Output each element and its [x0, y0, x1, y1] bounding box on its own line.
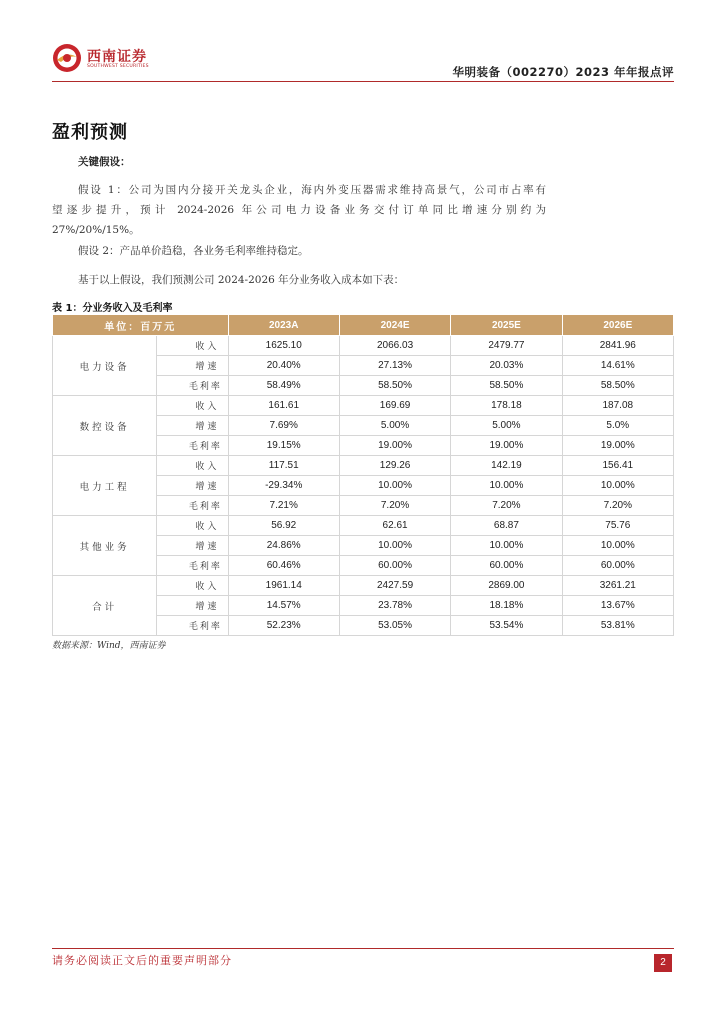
table-cell: 2479.77: [451, 336, 562, 356]
unit-header: 单位：百万元: [53, 315, 229, 336]
assumption-2-paragraph: 假设 2：产品单价趋稳，各业务毛利率维持稳定。: [78, 245, 309, 257]
table-cell: 10.00%: [339, 536, 450, 556]
logo-icon: [52, 43, 82, 73]
assumption-1-paragraph: [52, 180, 546, 240]
logo-chinese-name: 西南证券: [87, 49, 147, 65]
table-cell: 75.76: [562, 516, 673, 536]
table-cell: 27.13%: [339, 356, 450, 376]
metric-label: 收入: [157, 336, 228, 356]
table-cell: 20.40%: [228, 356, 339, 376]
metric-label: 毛利率: [157, 556, 228, 576]
metric-label: 收入: [157, 456, 228, 476]
table-cell: 58.49%: [228, 376, 339, 396]
page-number: 2: [654, 954, 672, 972]
table-title: 表 1：分业务收入及毛利率: [52, 303, 173, 314]
table-cell: 13.67%: [562, 596, 673, 616]
table-cell: 1625.10: [228, 336, 339, 356]
footer-disclaimer: 请务必阅读正文后的重要声明部分: [52, 954, 232, 967]
table-cell: 2869.00: [451, 576, 562, 596]
metric-label: 增速: [157, 536, 228, 556]
table-cell: 5.00%: [451, 416, 562, 436]
table-cell: 24.86%: [228, 536, 339, 556]
metric-label: 毛利率: [157, 376, 228, 396]
table-cell: 68.87: [451, 516, 562, 536]
table-cell: -29.34%: [228, 476, 339, 496]
table-cell: 161.61: [228, 396, 339, 416]
group-name-total: 合计: [53, 576, 157, 636]
metric-label: 毛利率: [157, 616, 228, 636]
table-cell: 129.26: [339, 456, 450, 476]
assumption-1-line-3: 27%/20%/15%。: [52, 224, 140, 236]
group-name-other-business: 其他业务: [53, 516, 157, 576]
table-cell: 7.21%: [228, 496, 339, 516]
assumption-1-line-2: 望逐步提升，预计 2024-2026 年公司电力设备业务交付订单同比增速分别约为: [52, 204, 546, 216]
table-cell: 23.78%: [339, 596, 450, 616]
group-name-power-equipment: 电力设备: [53, 336, 157, 396]
revenue-margin-table: [52, 314, 674, 636]
table-cell: 2427.59: [339, 576, 450, 596]
company-logo: [52, 40, 162, 76]
table-cell: 53.81%: [562, 616, 673, 636]
table-cell: 169.69: [339, 396, 450, 416]
group-name-cnc-equipment: 数控设备: [53, 396, 157, 456]
section-title: 盈利预测: [52, 122, 128, 143]
table-cell: 10.00%: [562, 476, 673, 496]
table-cell: 142.19: [451, 456, 562, 476]
table-cell: 10.00%: [562, 536, 673, 556]
metric-label: 收入: [157, 396, 228, 416]
table-cell: 156.41: [562, 456, 673, 476]
table-row: [53, 456, 674, 476]
table-cell: 53.05%: [339, 616, 450, 636]
table-cell: 14.57%: [228, 596, 339, 616]
assumption-1-line-1: 假设 1：公司为国内分接开关龙头企业，海内外变压器需求维持高景气，公司市占率有: [78, 184, 546, 196]
year-header-2024E: 2024E: [339, 315, 450, 336]
table-cell: 7.20%: [339, 496, 450, 516]
table-cell: 117.51: [228, 456, 339, 476]
data-source-note: 数据来源：Wind，西南证券: [52, 641, 166, 651]
table-cell: 7.20%: [451, 496, 562, 516]
metric-label: 增速: [157, 356, 228, 376]
table-cell: 10.00%: [451, 476, 562, 496]
table-cell: 60.46%: [228, 556, 339, 576]
table-cell: 58.50%: [451, 376, 562, 396]
table-cell: 53.54%: [451, 616, 562, 636]
key-assumptions-heading: 关键假设：: [78, 156, 131, 168]
table-cell: 60.00%: [451, 556, 562, 576]
table-cell: 60.00%: [562, 556, 673, 576]
year-header-2023A: 2023A: [228, 315, 339, 336]
metric-label: 增速: [157, 476, 228, 496]
table-cell: 56.92: [228, 516, 339, 536]
table-cell: 2841.96: [562, 336, 673, 356]
table-cell: 5.0%: [562, 416, 673, 436]
table-cell: 10.00%: [339, 476, 450, 496]
table-cell: 14.61%: [562, 356, 673, 376]
table-cell: 3261.21: [562, 576, 673, 596]
table-cell: 60.00%: [339, 556, 450, 576]
year-header-2025E: 2025E: [451, 315, 562, 336]
table-row: [53, 396, 674, 416]
metric-label: 毛利率: [157, 436, 228, 456]
forecast-basis-paragraph: 基于以上假设，我们预测公司 2024-2026 年分业务收入成本如下表：: [78, 274, 405, 286]
table-header-row: [53, 315, 674, 336]
table-cell: 178.18: [451, 396, 562, 416]
metric-label: 收入: [157, 576, 228, 596]
table-row: [53, 576, 674, 596]
metric-label: 毛利率: [157, 496, 228, 516]
table-cell: 19.00%: [339, 436, 450, 456]
metric-label: 增速: [157, 596, 228, 616]
table-cell: 187.08: [562, 396, 673, 416]
table-cell: 2066.03: [339, 336, 450, 356]
table-cell: 19.00%: [451, 436, 562, 456]
table-cell: 20.03%: [451, 356, 562, 376]
table-cell: 5.00%: [339, 416, 450, 436]
table-cell: 10.00%: [451, 536, 562, 556]
table-cell: 7.69%: [228, 416, 339, 436]
group-name-power-engineering: 电力工程: [53, 456, 157, 516]
table-cell: 18.18%: [451, 596, 562, 616]
logo-english-name: SOUTHWEST SECURITIES: [87, 64, 149, 69]
table-cell: 58.50%: [562, 376, 673, 396]
table-cell: 7.20%: [562, 496, 673, 516]
table-cell: 1961.14: [228, 576, 339, 596]
footer-divider: [52, 948, 674, 949]
table-cell: 19.15%: [228, 436, 339, 456]
table-cell: 58.50%: [339, 376, 450, 396]
table-cell: 52.23%: [228, 616, 339, 636]
report-title: 华明装备（002270）2023 年年报点评: [452, 65, 674, 79]
table-cell: 62.61: [339, 516, 450, 536]
table-row: [53, 516, 674, 536]
table-cell: 19.00%: [562, 436, 673, 456]
year-header-2026E: 2026E: [562, 315, 673, 336]
metric-label: 增速: [157, 416, 228, 436]
page-header: [52, 40, 674, 82]
table-row: [53, 336, 674, 356]
metric-label: 收入: [157, 516, 228, 536]
